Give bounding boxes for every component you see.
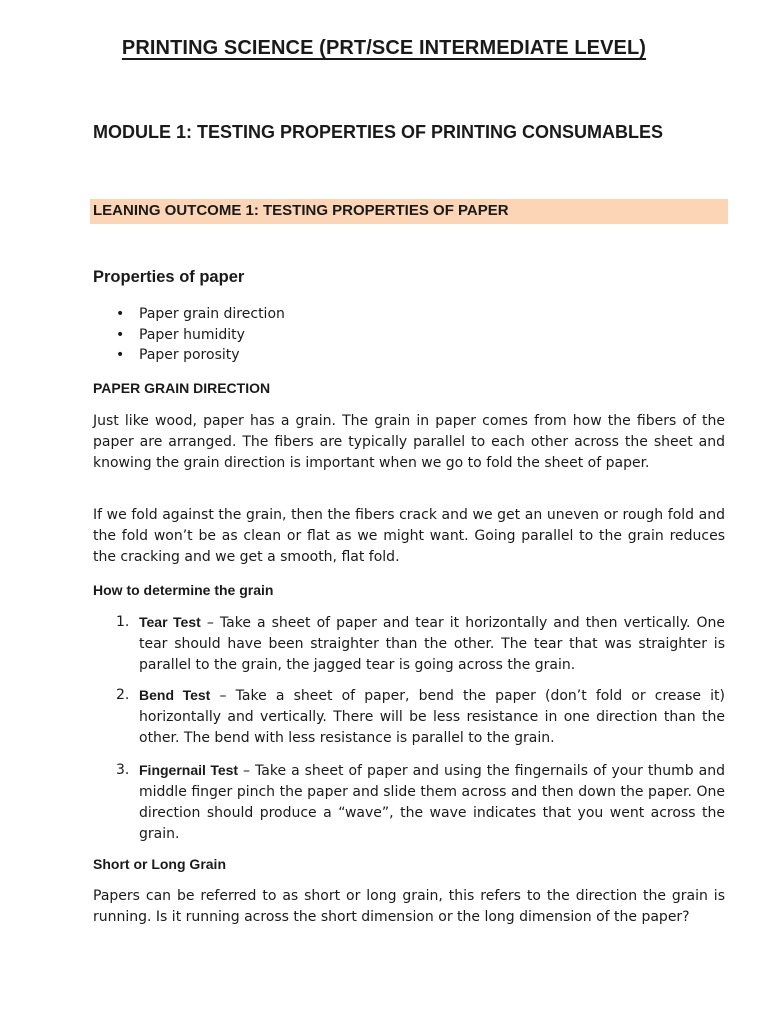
bullet-icon: •	[116, 326, 125, 343]
test-description: – Take a sheet of paper, bend the paper (don’t fold or crease it) horizontally and vertically. There will be less resistance in one direction than the other. The bend with less resistance is parallel to the grain.	[139, 688, 726, 746]
document-title: PRINTING SCIENCE (PRT/SCE INTERMEDIATE LEVEL)	[121, 37, 647, 59]
learning-outcome-heading: LEANING OUTCOME 1: TESTING PROPERTIES OF PAPER	[93, 202, 509, 219]
determine-grain-heading: How to determine the grain	[93, 582, 274, 598]
short-long-grain-heading: Short or Long Grain	[93, 856, 226, 872]
list-item: • Paper porosity	[116, 345, 285, 366]
bullet-icon: •	[116, 347, 125, 363]
test-term: Bend Test	[139, 687, 211, 703]
grain-paragraph-2: If we fold against the grain, then the fibers crack and we get an uneven or rough fold and the fold won’t be as clean or flat as we might want. Going parallel to the grain reduces the cracking and we get a smooth, flat fold.	[93, 507, 725, 565]
document-page: PRINTING SCIENCE (PRT/SCE INTERMEDIATE LEVEL) MODULE 1: TESTING PROPERTIES OF PRINTING CONSUMABLES LEANING OUTCOME 1: TESTING PROPERTIES OF PAPER Properties of paper • Paper grain direction • Paper humidity • Paper porosity PAPER GRAIN DIRECTION Just like wood, paper has a grain. The grain in paper comes from how the fibers of the paper are arranged. The fibers are typically parallel to each other across the sheet and knowing the grain direction is important when we go to fold the sheet of paper. If we fold against the grain, then the fibers crack and we get an uneven or rough fold and the fold won’t be as clean or flat as we might want. Going parallel to the grain reduces the cracking and we get a smooth, flat fold. How to determine the grain 1. Tear Test – Take a sheet of paper and tear it horizontally and then vertically. One tear should have been straighter than the other. The tear that was straighter is parallel to the grain, the jagged tear is going across the grain. 2. Bend Test – Take a sheet of paper, bend the paper (don’t fold or crease it) horizontally and vertically. There will be less resistance in one direction than the other. The bend with less resistance is parallel to the grain. 3. Fingernail Test – Take a sheet of paper and using the fingernails of your thumb and middle finger pinch the paper and slide them across and then down the paper. One direction should produce a “wave”, the wave indicates that you went across the grain. Short or Long Grain Papers can be referred to as short or long grain, this refers to the direction the grain is running. Is it running across the short dimension or the long dimension of the paper?	[0, 0, 768, 1024]
module-heading: MODULE 1: TESTING PROPERTIES OF PRINTING CONSUMABLES	[93, 122, 664, 142]
properties-list	[116, 304, 285, 366]
properties-heading: Properties of paper	[93, 268, 245, 286]
list-item: • Paper humidity	[116, 325, 285, 346]
test-description: – Take a sheet of paper and using the fingernails of your thumb and middle finger pinch the paper and slide them across and then down the paper. One direction should produce a “wave”, the wave indicates that you went across the grain.	[139, 763, 725, 842]
grain-paragraph-1: Just like wood, paper has a grain. The grain in paper comes from how the fibers of the paper are arranged. The fibers are typically parallel to each other across the sheet and knowing the grain direction is important when we go to fold the sheet of paper.	[93, 413, 725, 471]
learning-outcome-banner	[90, 199, 728, 224]
test-term: Tear Test	[139, 614, 201, 630]
test-term: Fingernail Test	[139, 762, 239, 778]
bullet-icon: •	[116, 306, 125, 322]
grain-direction-heading: PAPER GRAIN DIRECTION	[93, 380, 271, 396]
test-description: – Take a sheet of paper and tear it horizontally and then vertically. One tear should have been straighter than the other. The tear that was straighter is parallel to the grain, the jagged tear is going across the grain.	[139, 615, 725, 673]
short-long-grain-paragraph: Papers can be referred to as short or long grain, this refers to the direction the grain is running. Is it running across the short dimension or the long dimension of the paper?	[93, 888, 725, 925]
list-item: • Paper grain direction	[116, 304, 285, 325]
